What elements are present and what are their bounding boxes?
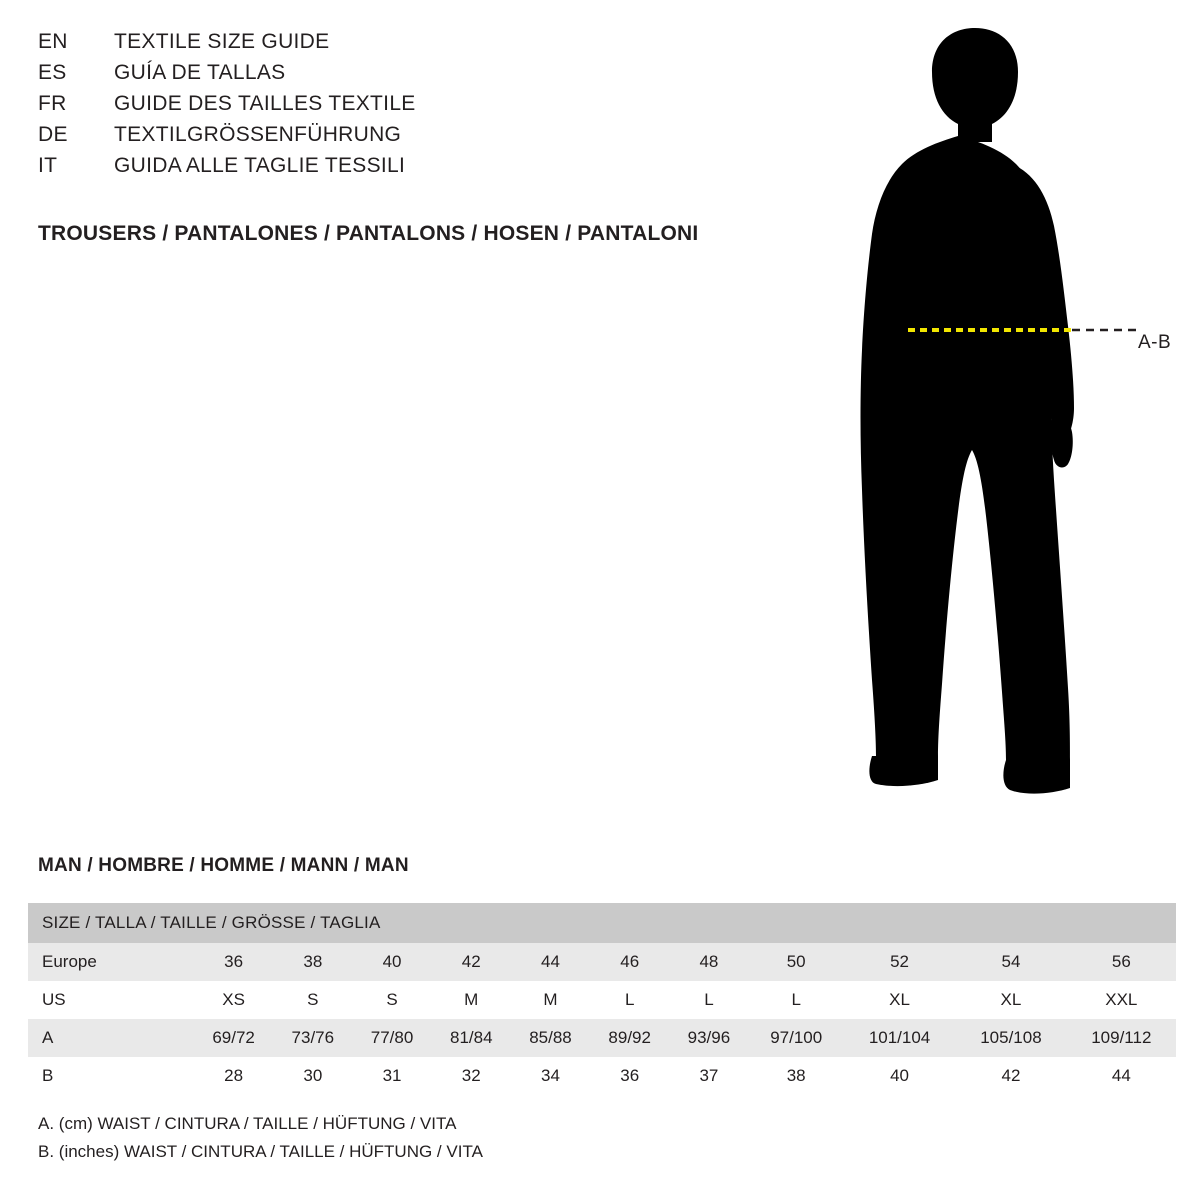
cell: L: [749, 981, 844, 1019]
cell: 93/96: [669, 1019, 748, 1057]
cell: 42: [432, 943, 511, 981]
language-title: GUÍA DE TALLAS: [114, 61, 286, 84]
cell: 73/76: [273, 1019, 352, 1057]
row-label: Europe: [28, 943, 194, 981]
cell: XXL: [1067, 981, 1176, 1019]
cell: XS: [194, 981, 273, 1019]
language-code: ES: [38, 61, 67, 84]
cell: M: [432, 981, 511, 1019]
row-label: US: [28, 981, 194, 1019]
cell: 37: [669, 1057, 748, 1095]
gender-section-title: MAN / HOMBRE / HOMME / MANN / MAN: [38, 855, 409, 876]
language-code: EN: [38, 30, 68, 53]
cell: S: [273, 981, 352, 1019]
language-title: TEXTILGRÖSSENFÜHRUNG: [114, 123, 402, 146]
cell: 46: [590, 943, 669, 981]
cell: 50: [749, 943, 844, 981]
cell: 101/104: [844, 1019, 955, 1057]
measure-label-ab: A-B: [1138, 332, 1172, 353]
language-title: TEXTILE SIZE GUIDE: [114, 30, 330, 53]
cell: 44: [511, 943, 590, 981]
cell: 38: [273, 943, 352, 981]
cell: 32: [432, 1057, 511, 1095]
man-silhouette-figure: [820, 20, 1200, 810]
row-label: B: [28, 1057, 194, 1095]
size-table: [28, 903, 1176, 1095]
cell: L: [669, 981, 748, 1019]
language-code: FR: [38, 92, 67, 115]
cell: XL: [955, 981, 1066, 1019]
cell: 40: [352, 943, 431, 981]
footnote-b: B. (inches) WAIST / CINTURA / TAILLE / HÜFTUNG / VITA: [38, 1142, 483, 1161]
table-row: [28, 1057, 1176, 1095]
cell: 97/100: [749, 1019, 844, 1057]
footnote-a: A. (cm) WAIST / CINTURA / TAILLE / HÜFTUNG / VITA: [38, 1114, 457, 1133]
cell: 44: [1067, 1057, 1176, 1095]
garment-type-title: TROUSERS / PANTALONES / PANTALONS / HOSEN / PANTALONI: [38, 222, 699, 245]
cell: 77/80: [352, 1019, 431, 1057]
cell: 109/112: [1067, 1019, 1176, 1057]
cell: L: [590, 981, 669, 1019]
cell: 30: [273, 1057, 352, 1095]
cell: 56: [1067, 943, 1176, 981]
cell: 81/84: [432, 1019, 511, 1057]
language-row: [38, 30, 798, 61]
cell: 52: [844, 943, 955, 981]
cell: 54: [955, 943, 1066, 981]
cell: 89/92: [590, 1019, 669, 1057]
cell: 48: [669, 943, 748, 981]
table-row: [28, 981, 1176, 1019]
cell: 42: [955, 1057, 1066, 1095]
language-row: [38, 154, 798, 185]
cell: 31: [352, 1057, 431, 1095]
table-row: [28, 943, 1176, 981]
silhouette-icon: [820, 20, 1200, 810]
cell: 85/88: [511, 1019, 590, 1057]
cell: 34: [511, 1057, 590, 1095]
language-row: [38, 61, 798, 92]
footnotes: [38, 1110, 483, 1166]
cell: 36: [194, 943, 273, 981]
cell: 38: [749, 1057, 844, 1095]
language-title-list: [38, 30, 798, 185]
language-title: GUIDE DES TAILLES TEXTILE: [114, 92, 416, 115]
language-code: DE: [38, 123, 68, 146]
cell: XL: [844, 981, 955, 1019]
row-label: A: [28, 1019, 194, 1057]
language-title: GUIDA ALLE TAGLIE TESSILI: [114, 154, 406, 177]
cell: 36: [590, 1057, 669, 1095]
table-header-label: SIZE / TALLA / TAILLE / GRÖSSE / TAGLIA: [28, 903, 1176, 943]
cell: 28: [194, 1057, 273, 1095]
cell: 105/108: [955, 1019, 1066, 1057]
language-row: [38, 92, 798, 123]
cell: 40: [844, 1057, 955, 1095]
cell: 69/72: [194, 1019, 273, 1057]
cell: M: [511, 981, 590, 1019]
language-row: [38, 123, 798, 154]
language-code: IT: [38, 154, 58, 177]
cell: S: [352, 981, 431, 1019]
table-header-row: [28, 903, 1176, 943]
table-row: [28, 1019, 1176, 1057]
